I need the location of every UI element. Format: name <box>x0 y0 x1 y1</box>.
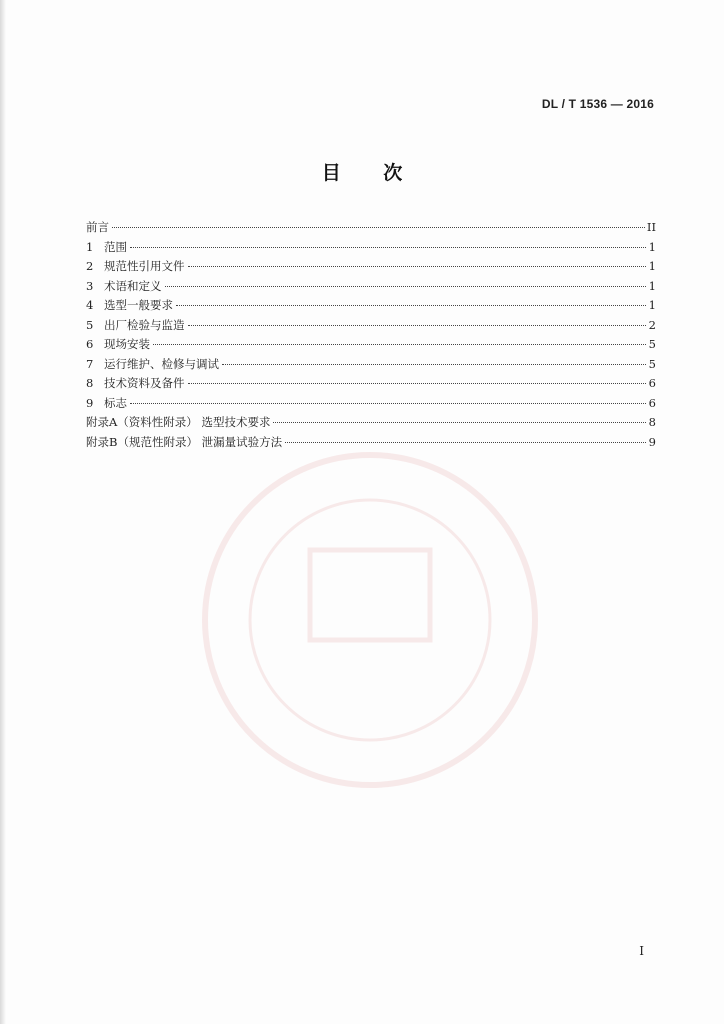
toc-leader-dots <box>188 313 647 326</box>
toc-entry-page: 5 <box>648 356 656 371</box>
toc-leader-dots <box>165 274 647 287</box>
toc-entry-label: 前言 <box>86 220 109 234</box>
toc-entry-label: 附录B（规范性附录） 泄漏量试验方法 <box>86 434 283 449</box>
watermark-seal-icon <box>170 440 570 800</box>
document-code: DL / T 1536 — 2016 <box>541 97 654 111</box>
toc-entry-label: 选型一般要求 <box>104 298 173 312</box>
toc-entry-page: 1 <box>648 239 656 254</box>
toc-entry-number: 8 <box>86 376 94 390</box>
toc-entry-page: 6 <box>648 395 656 410</box>
toc-entry-label: 出厂检验与监造 <box>104 317 185 332</box>
toc-entry-page: 1 <box>648 278 656 293</box>
toc-entry-page: 8 <box>648 415 656 429</box>
toc-leader-dots <box>188 371 647 384</box>
toc-leader-dots <box>285 430 646 443</box>
toc-leader-dots <box>130 391 646 404</box>
toc-entry-page: 6 <box>648 376 656 390</box>
toc-entry-page: 2 <box>648 317 656 332</box>
toc-entry-label: 术语和定义 <box>104 278 162 293</box>
toc-entry-number: 9 <box>86 395 94 410</box>
toc-entry-number: 4 <box>86 298 94 312</box>
toc-entry-label: 现场安装 <box>104 337 150 351</box>
toc-entry-label: 范围 <box>104 239 127 254</box>
page-number: I <box>639 944 644 958</box>
toc-entry-page: II <box>646 220 656 234</box>
toc-entry-page: 5 <box>648 337 656 351</box>
toc-entry-page: 9 <box>648 434 656 449</box>
toc-leader-dots <box>222 352 646 365</box>
toc-entry-number: 3 <box>86 278 94 293</box>
page-title: 目 次 <box>321 162 403 184</box>
toc-entry-page: 1 <box>648 298 656 312</box>
toc-entry-page: 1 <box>648 259 656 273</box>
toc-entry-appendix-b[interactable] <box>86 433 656 453</box>
toc-leader-dots <box>153 332 646 345</box>
toc-entry-label: 技术资料及备件 <box>104 376 185 390</box>
toc-entry-label: 附录A（资料性附录） 选型技术要求 <box>86 415 271 429</box>
toc-entry-number: 1 <box>86 239 94 254</box>
toc-leader-dots <box>188 254 647 267</box>
toc-entry-label: 规范性引用文件 <box>104 259 185 273</box>
toc-entry-number: 5 <box>86 317 94 332</box>
table-of-contents <box>86 218 656 452</box>
toc-entry-number: 7 <box>86 356 94 371</box>
toc-entry-label: 标志 <box>104 395 127 410</box>
toc-leader-dots <box>273 410 646 423</box>
toc-leader-dots <box>112 215 645 228</box>
toc-entry-number: 2 <box>86 259 94 273</box>
toc-entry-label: 运行维护、检修与调试 <box>104 356 219 371</box>
toc-leader-dots <box>130 235 646 248</box>
toc-entry-number: 6 <box>86 337 94 351</box>
toc-leader-dots <box>176 293 646 306</box>
